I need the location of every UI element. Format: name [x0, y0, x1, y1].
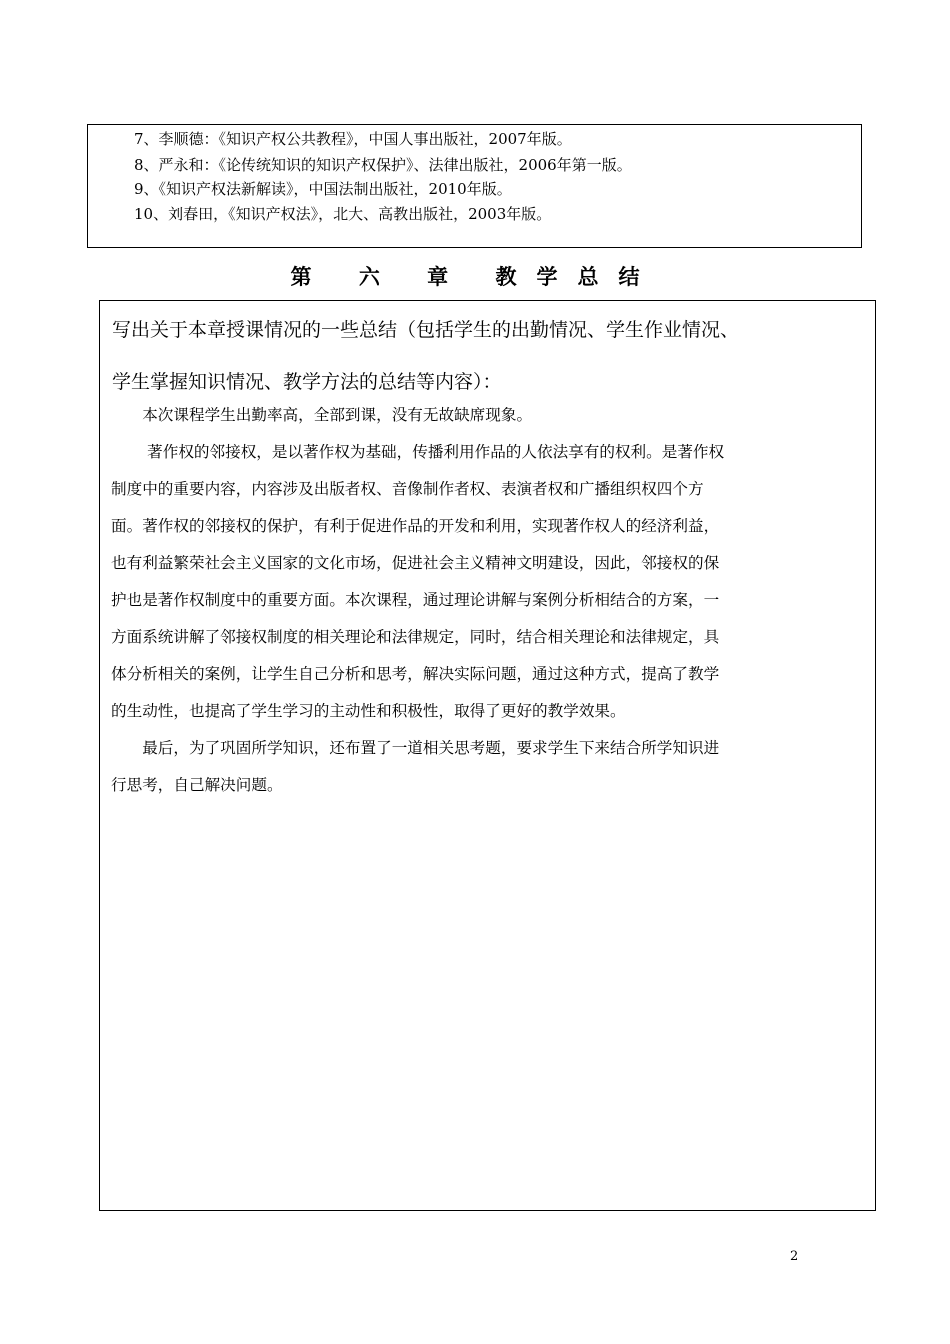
summary-body-line: 行思考，自己解决问题。: [111, 776, 283, 794]
chapter-title: 第 六 章 教学总结: [290, 265, 660, 289]
summary-body-line: 的生动性，也提高了学生学习的主动性和积极性，取得了更好的教学效果。: [111, 702, 626, 720]
summary-body-line: 护也是著作权制度中的重要方面。本次课程，通过理论讲解与案例分析相结合的方案，一: [111, 591, 720, 609]
reference-item: 8、严永和：《论传统知识的知识产权保护》、法律出版社，2006年第一版。: [134, 156, 632, 174]
summary-prompt-line: 学生掌握知识情况、教学方法的总结等内容）：: [112, 371, 502, 393]
summary-body-line: 本次课程学生出勤率高，全部到课，没有无故缺席现象。: [111, 406, 533, 424]
references-box: [87, 124, 862, 248]
reference-item: 9、《知识产权法新解读》，中国法制出版社，2010年版。: [134, 180, 512, 198]
summary-body-line: 方面系统讲解了邻接权制度的相关理论和法律规定，同时，结合相关理论和法律规定，具: [111, 628, 720, 646]
summary-body-line: 最后，为了巩固所学知识，还布置了一道相关思考题，要求学生下来结合所学知识进: [111, 739, 720, 757]
summary-body-line: 著作权的邻接权，是以著作权为基础，传播利用作品的人依法享有的权利。是著作权: [111, 443, 725, 461]
summary-body-line: 制度中的重要内容，内容涉及出版者权、音像制作者权、表演者权和广播组织权四个方: [111, 480, 704, 498]
summary-body-line: 面。著作权的邻接权的保护，有利于促进作品的开发和利用，实现著作权人的经济利益，: [111, 517, 720, 535]
summary-body-line: 体分析相关的案例，让学生自己分析和思考，解决实际问题，通过这种方式，提高了教学: [111, 665, 720, 683]
summary-box: [99, 300, 876, 1211]
reference-item: 10、刘春田，《知识产权法》，北大、高教出版社，2003年版。: [134, 205, 552, 223]
summary-prompt-line: 写出关于本章授课情况的一些总结（包括学生的出勤情况、学生作业情况、: [112, 319, 740, 341]
summary-body-line: 也有利益繁荣社会主义国家的文化市场，促进社会主义精神文明建设，因此，邻接权的保: [111, 554, 720, 572]
reference-item: 7、李顺德：《知识产权公共教程》，中国人事出版社，2007年版。: [134, 130, 572, 148]
page-number: 2: [790, 1249, 799, 1264]
